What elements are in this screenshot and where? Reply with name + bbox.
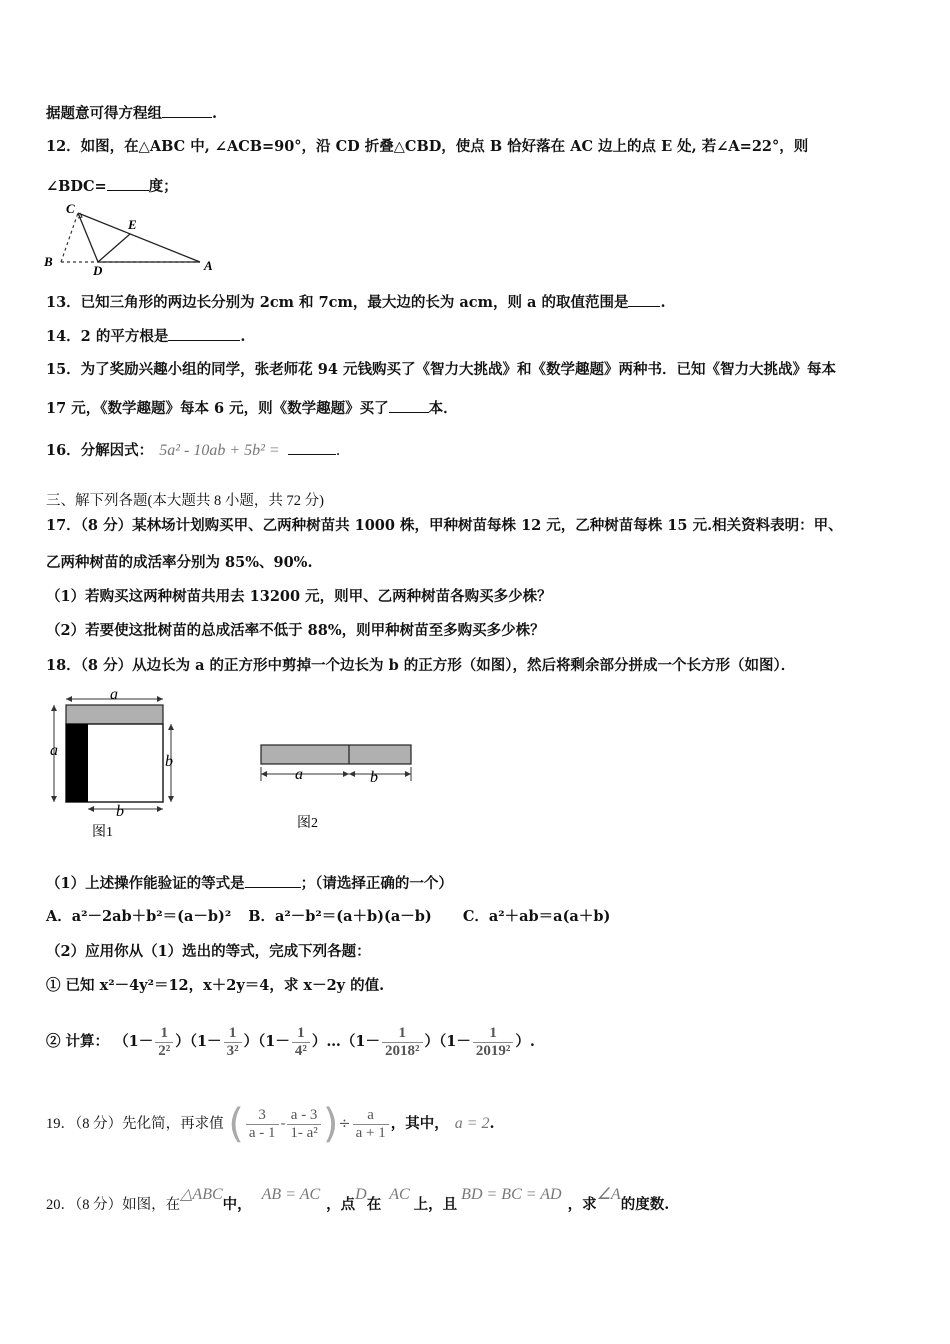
question-13: 13．已知三角形的两边长分别为 2cm 和 7cm，最大边的长为 acm，则 a 的取值范围是 . [46, 294, 666, 311]
fraction: $\frac{1}{\text{2²}}$ [155, 1025, 173, 1060]
fraction: $\frac{1}{\text{3²}}$ [224, 1025, 242, 1060]
question-16: 16．分解因式： 5a² - 10ab + 5b² = . [46, 442, 341, 459]
answer-blank[interactable] [107, 176, 149, 191]
question-15-line2: 17 元，《数学趣题》每本 6 元，则《数学趣题》买了 本． [46, 400, 458, 417]
answer-blank[interactable] [288, 440, 336, 455]
answer-blank[interactable] [168, 326, 240, 341]
label-C: C [66, 201, 75, 216]
question-18-sub1: ① 已知 x²－4y²＝12，x＋2y＝4，求 x－2y 的值. [46, 977, 385, 994]
question-17-line1: 17．（8 分）某林场计划购买甲、乙两种树苗共 1000 株，甲种树苗每株 12 元，乙种树苗每株 15 元.相关资料表明：甲、 [46, 517, 843, 534]
label-b-bottom: b [116, 803, 124, 820]
question-17-line2: 乙两种树苗的成活率分别为 85%、90%. [46, 554, 313, 571]
fraction: $\frac{1}{\text{2019²}}$ [473, 1025, 514, 1060]
label-b-fig2: b [370, 769, 378, 786]
answer-blank[interactable] [389, 398, 429, 413]
fraction: $\frac{a}{a + 1}$ [353, 1107, 389, 1142]
answer-blank[interactable] [162, 103, 212, 118]
fraction: $\frac{1}{\text{4²}}$ [292, 1025, 310, 1060]
question-18-options [46, 907, 610, 927]
question-17-part1: （1）若购买这两种树苗共用去 13200 元，则甲、乙两种树苗各购买多少株？ [46, 588, 552, 605]
label-a-left: a [50, 742, 58, 759]
option-b: B．a²－b²＝(a＋b)(a－b) [248, 908, 432, 925]
section-3-heading: 三、解下列各题(本大题共 8 小题，共 72 分) [46, 493, 324, 509]
label-E: E [128, 217, 137, 232]
label-A: A [204, 258, 213, 273]
figure-18-2 [255, 735, 420, 835]
question-18: 18．（8 分）从边长为 a 的正方形中剪掉一个边长为 b 的正方形（如图），然后将剩余部分拼成一个长方形（如图）． [46, 657, 796, 674]
fraction: $\frac{1}{\text{2018²}}$ [382, 1025, 423, 1060]
option-a: A．a²－2ab＋b²＝(a－b)² [46, 908, 232, 925]
question-12-line2: ∠BDC= 度； [46, 178, 178, 195]
option-c: C．a²＋ab＝a(a＋b) [462, 908, 611, 925]
question-18-part1: （1）上述操作能验证的等式是 ；（请选择正确的一个） [46, 875, 453, 892]
answer-blank[interactable] [245, 873, 301, 888]
label-a-fig2: a [295, 766, 303, 783]
figure-12-triangle [40, 198, 225, 276]
line-equation-system: 据题意可得方程组 . [46, 105, 218, 122]
label-b-right: b [165, 753, 173, 770]
label-a-top: a [110, 686, 118, 703]
figure-18-1 [46, 685, 181, 843]
fraction: $\frac{a - 3}{\text{1- a²}}$ [287, 1107, 320, 1142]
question-15-line1: 15．为了奖励兴趣小组的同学，张老师花 94 元钱购买了《智力大挑战》和《数学趣题》两种书．已知《智力大挑战》每本 [46, 361, 836, 378]
factor-expression: 5a² - 10ab + 5b² = [159, 442, 280, 459]
fraction: $\frac{3}{a - 1}$ [246, 1107, 279, 1142]
question-12-line1: 12．如图，在△ABC 中, ∠ACB=90°，沿 CD 折叠△CBD，使点 B 恰好落在 AC 边上的点 E 处, 若∠A=22°，则 [46, 138, 809, 155]
question-18-sub2: ② 计算： （1－ $\frac{1}{\text{2²}}$ ）（1－ $\frac{1}{\text{3²}}$ ）（1－ $\frac{1}{\text{4²}}$ ）…（1－ $\frac{1}{\text{2018²}}$ ）（1－ $\frac{1}{\text{2019²}}$ ）. [46, 1024, 535, 1059]
question-18-part2: （2）应用你从（1）选出的等式，完成下列各题： [46, 943, 371, 960]
question-19: 19．（8 分）先化简，再求值 ( $\frac{3}{a - 1}$ - $\frac{a - 3}{\text{1- a²}}$ )÷ $\frac{a}{a + 1}$ ，其中， a = 2. [46, 1101, 495, 1147]
answer-blank[interactable] [628, 292, 660, 307]
question-17-part2: （2）若要使这批树苗的总成活率不低于 88%，则甲种树苗至多购买多少株？ [46, 622, 545, 639]
question-14: 14．2 的平方根是 . [46, 328, 246, 345]
question-20: 20．（8 分）如图，在△ABC中，AB = AC，点D在AC上，且BD = BC = AD，求∠A的度数. [46, 1186, 670, 1213]
caption-fig2: 图2 [297, 816, 318, 831]
label-B: B [44, 254, 53, 269]
caption-fig1: 图1 [92, 825, 113, 840]
label-D: D [93, 263, 103, 276]
